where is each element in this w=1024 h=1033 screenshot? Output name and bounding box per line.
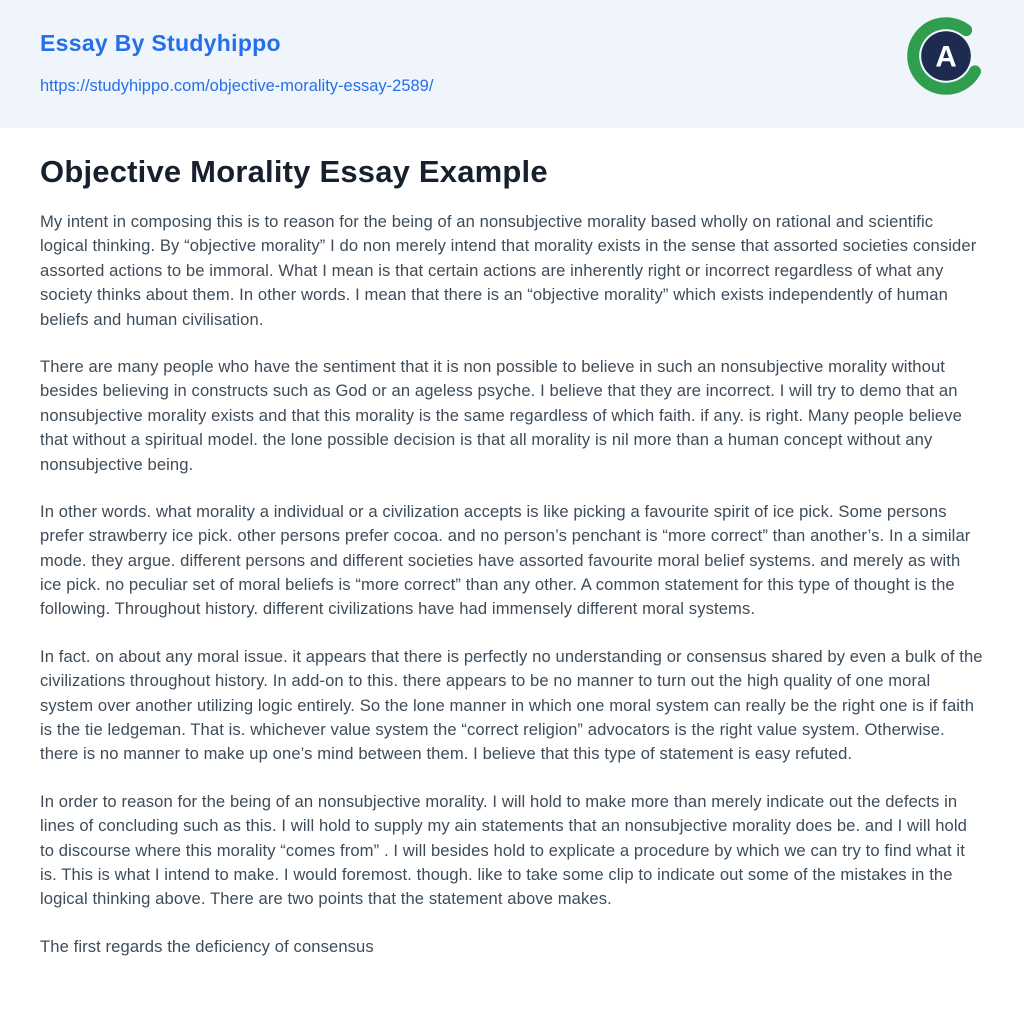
article-content (0, 128, 1024, 959)
logo-letter: A (935, 40, 957, 74)
page-header (0, 0, 1024, 128)
essay-paragraph: In other words. what morality a individual or a civilization accepts is like picking a favourite spirit of ice pick. Some persons prefer strawberry ice pick. other persons prefer cocoa. and no person’s penchant is “more correct” than another’s. In a similar mode. they argue. different persons and different societies have assorted favourite moral belief systems. and merely as with ice pick. no peculiar set of moral beliefs is “more correct” than any other. A common statement for this type of thought is the following. Throughout history. different civilizations have had immensely different moral systems. (40, 501, 971, 619)
source-url-link[interactable]: https://studyhippo.com/objective-morality-essay-2589/ (40, 77, 434, 95)
studyhippo-logo-icon[interactable] (906, 16, 986, 96)
essay-paragraph: There are many people who have the sentiment that it is non possible to believe in such an nonsubjective morality without besides believing in constructs such as God or an ageless psyche. I believe that they are incorrect. I will try to demo that an nonsubjective morality exists and that this morality is the same regardless of which faith. if any. is right. Many people believe that without a spiritual model. the lone possible decision is that all morality is nil more than a human concept without any nonsubjective being. (40, 356, 962, 474)
essay-paragraph: In fact. on about any moral issue. it appears that there is perfectly no understanding or consensus shared by even a bulk of the civilizations throughout history. In add-on to this. there appears to be no manner to turn out the high quality of one moral system over another utilizing logic entirely. So the lone manner in which one moral system can really be the right one is if faith is the tie ledgeman. That is. whichever value system the “correct religion” advocators is the right value system. Otherwise. there is no manner to make up one’s mind between them. I believe that this type of statement is easy refuted. (40, 646, 983, 764)
page-title: Objective Morality Essay Example (40, 154, 548, 189)
essay-paragraph: In order to reason for the being of an nonsubjective morality. I will hold to make more than merely indicate out the defects in lines of concluding such as this. I will hold to supply my ain statements that an nonsubjective morality does be. and I will hold to discourse where this morality “comes from” . I will besides hold to explicate a procedure by which we can try to find what it is. This is what I intend to make. I would foremost. though. like to take some clip to indicate out some of the mistakes in the logical thinking above. There are two points that the statement above makes. (40, 791, 967, 909)
essay-paragraph: My intent in composing this is to reason for the being of an nonsubjective morality based wholly on rational and scientific logical thinking. By “objective morality” I do non merely intend that morality exists in the sense that assorted societies consider assorted actions to be immoral. What I mean is that certain actions are inherently right or incorrect regardless of what any society thinks about them. In other words. I mean that there is an “objective morality” which exists independently of human beliefs and human civilisation. (40, 212, 977, 329)
site-title: Essay By Studyhippo (40, 30, 281, 56)
essay-paragraph: The first regards the deficiency of consensus (40, 936, 374, 956)
